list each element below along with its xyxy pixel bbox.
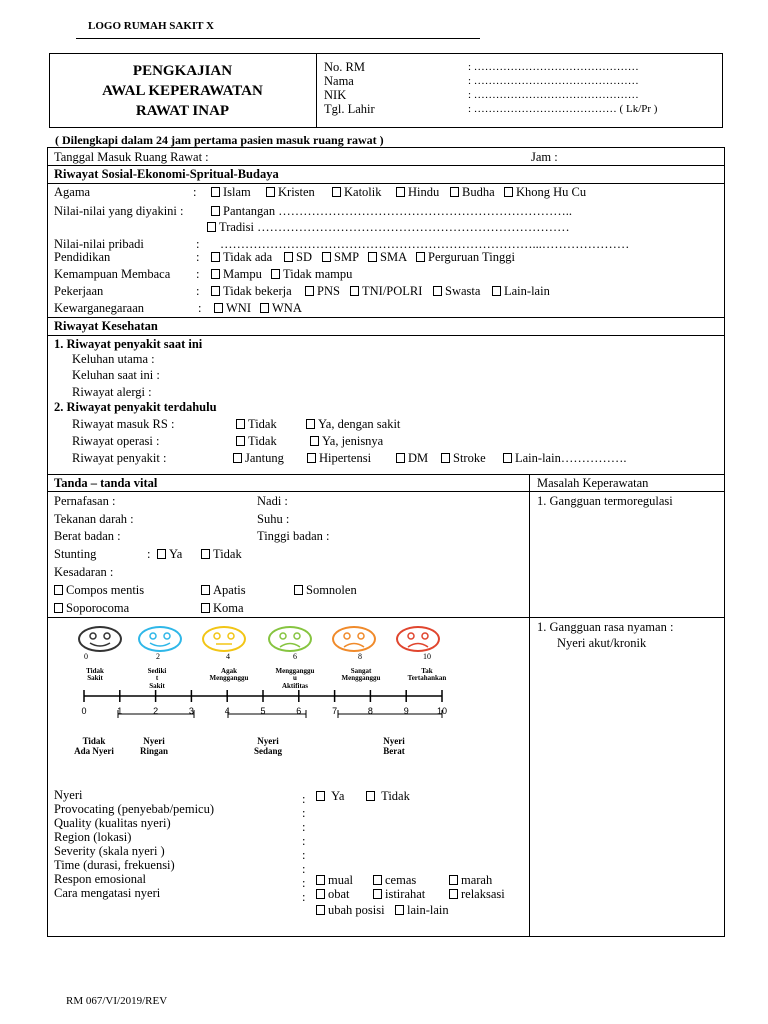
membaca-tidak-mampu[interactable]: Tidak mampu xyxy=(271,268,352,281)
pain-face-2-icon xyxy=(138,626,182,652)
stunting-tidak[interactable]: Tidak xyxy=(201,548,242,561)
field-nama-label: Nama xyxy=(324,74,354,88)
agama-colon: : xyxy=(193,185,197,199)
suhu-label: Suhu : xyxy=(257,512,290,526)
logo-underline xyxy=(76,38,480,39)
pendidikan-sma[interactable]: SMA xyxy=(368,251,407,264)
masalah-item-termoregulasi: 1. Gangguan termoregulasi xyxy=(537,494,673,508)
social-heading: Riwayat Sosial-Ekonomi-Spritual-Budaya xyxy=(54,167,279,181)
pendidikan-pt[interactable]: Perguruan Tinggi xyxy=(416,251,515,264)
operasi-ya[interactable]: Ya, jenisnya xyxy=(310,435,383,448)
scale-tick-label-7: 7 xyxy=(332,706,338,716)
field-nik-value[interactable]: : ……………………………………… xyxy=(468,89,639,101)
field-no-rm-value[interactable]: : ……………………………………… xyxy=(468,61,639,73)
form-title-line-3: RAWAT INAP xyxy=(135,103,230,119)
pain-face-0-icon xyxy=(78,626,122,652)
pain-face-6-icon xyxy=(268,626,312,652)
pain-row-colon: : xyxy=(302,834,306,848)
hospital-logo-text: LOGO RUMAH SAKIT X xyxy=(88,20,215,32)
kesadaran-somnolen[interactable]: Somnolen xyxy=(294,584,357,597)
warga-wna[interactable]: WNA xyxy=(260,302,302,315)
pekerjaan-swasta[interactable]: Swasta xyxy=(433,285,480,298)
agama-option-katolik[interactable]: Katolik xyxy=(332,186,382,199)
respon-mual[interactable]: mual xyxy=(316,874,353,887)
kesadaran-soporocoma[interactable]: Soporocoma xyxy=(54,602,129,615)
pekerjaan-label: Pekerjaan xyxy=(54,284,104,298)
pernafasan-label: Pernafasan : xyxy=(54,494,116,508)
admission-date-label: Tanggal Masuk Ruang Rawat : xyxy=(54,150,209,164)
pendidikan-sd[interactable]: SD xyxy=(284,251,312,264)
health-sub-1: 1. Riwayat penyakit saat ini xyxy=(54,337,203,351)
alergi-label: Riwayat alergi : xyxy=(72,385,152,399)
field-tgl-lahir-value[interactable]: : ………………………………… ( Lk/Pr ) xyxy=(468,103,658,115)
penyakit-lain[interactable]: Lain-lain……………. xyxy=(503,452,626,465)
pain-row-label: Severity (skala nyeri ) xyxy=(54,844,165,858)
cara-lain-lain[interactable]: lain-lain xyxy=(395,904,449,917)
range-nyeri-berat: Nyeri Berat xyxy=(383,736,405,757)
pekerjaan-tidak-bekerja[interactable]: Tidak bekerja xyxy=(211,285,292,298)
pekerjaan-lain[interactable]: Lain-lain xyxy=(492,285,550,298)
tradisi-option[interactable]: Tradisi ………………………………………………………………… xyxy=(207,221,570,234)
keluhan-utama-label: Keluhan utama : xyxy=(72,352,155,366)
pekerjaan-pns[interactable]: PNS xyxy=(305,285,340,298)
cara-istirahat[interactable]: istirahat xyxy=(373,888,425,901)
respon-cemas[interactable]: cemas xyxy=(373,874,416,887)
form-code-footer: RM 067/VI/2019/REV xyxy=(66,995,168,1007)
field-tgl-lahir-label: Tgl. Lahir xyxy=(324,102,375,116)
pain-row-colon: : xyxy=(302,890,306,904)
scale-tick-label-10: 10 xyxy=(436,706,448,716)
health-sub-2: 2. Riwayat penyakit terdahulu xyxy=(54,400,217,414)
penyakit-hipertensi[interactable]: Hipertensi xyxy=(307,452,371,465)
masalah-item-nyeri: Nyeri akut/kronik xyxy=(557,636,647,650)
cara-ubah-posisi[interactable]: ubah posisi xyxy=(316,904,385,917)
scale-tick-label-6: 6 xyxy=(296,706,302,716)
pain-row-colon: : xyxy=(302,792,306,806)
membaca-label: Kemampuan Membaca xyxy=(54,267,171,281)
penyakit-stroke[interactable]: Stroke xyxy=(441,452,486,465)
face-number-10: 10 xyxy=(423,652,431,661)
face-label-sangat-mengganggu: Sangat Mengganggu xyxy=(341,667,381,683)
masalah-heading: Masalah Keperawatan xyxy=(537,476,649,490)
operasi-tidak[interactable]: Tidak xyxy=(236,435,277,448)
form-title-line-1: PENGKAJIAN xyxy=(132,63,233,79)
pain-row-label: Region (lokasi) xyxy=(54,830,132,844)
penyakit-dm[interactable]: DM xyxy=(396,452,428,465)
nyeri-tidak[interactable]: Tidak xyxy=(366,790,410,803)
pantangan-option[interactable]: Pantangan …………………………………………………………….. xyxy=(211,205,572,218)
face-number-6: 6 xyxy=(293,652,297,661)
masuk-rs-ya[interactable]: Ya, dengan sakit xyxy=(306,418,400,431)
range-nyeri-sedang: Nyeri Sedang xyxy=(253,736,282,757)
range-tidak-ada-nyeri: Tidak Ada Nyeri xyxy=(74,736,114,757)
scale-tick-label-4: 4 xyxy=(224,706,230,716)
kesadaran-koma[interactable]: Koma xyxy=(201,602,244,615)
masuk-rs-label: Riwayat masuk RS : xyxy=(72,417,175,431)
scale-tick-label-5: 5 xyxy=(260,706,266,716)
berat-label: Berat badan : xyxy=(54,529,121,543)
nadi-label: Nadi : xyxy=(257,494,288,508)
kesadaran-apatis[interactable]: Apatis xyxy=(201,584,246,597)
admission-time-label: Jam : xyxy=(531,150,558,164)
face-label-agak-mengganggu: Agak Mengganggu xyxy=(209,667,249,683)
pain-row-label: Cara mengatasi nyeri xyxy=(54,886,161,900)
pain-row-colon: : xyxy=(302,862,306,876)
nyeri-ya[interactable]: Ya xyxy=(316,790,344,803)
stunting-label: Stunting xyxy=(54,547,97,561)
stunting-ya[interactable]: Ya xyxy=(157,548,182,561)
tekanan-label: Tekanan darah : xyxy=(54,512,134,526)
nilai-diyakini-label: Nilai-nilai yang diyakini : xyxy=(54,204,184,218)
completion-note: ( Dilengkapi dalam 24 jam pertama pasien masuk ruang rawat ) xyxy=(55,133,384,147)
cara-relaksasi[interactable]: relaksasi xyxy=(449,888,505,901)
pekerjaan-colon: : xyxy=(196,284,200,298)
scale-tick-label-2: 2 xyxy=(153,706,159,716)
kesadaran-compos-mentis[interactable]: Compos mentis xyxy=(54,584,144,597)
membaca-mampu[interactable]: Mampu xyxy=(211,268,262,281)
cara-obat[interactable]: obat xyxy=(316,888,350,901)
kesadaran-label: Kesadaran : xyxy=(54,565,114,579)
pain-row-label: Time (durasi, frekuensi) xyxy=(54,858,175,872)
pendidikan-smp[interactable]: SMP xyxy=(322,251,359,264)
pain-row-label: Nyeri xyxy=(54,788,83,802)
scale-tick-label-0: 0 xyxy=(81,706,87,716)
pain-face-8-icon xyxy=(332,626,376,652)
vital-heading: Tanda – tanda vital xyxy=(54,476,158,490)
masuk-rs-tidak[interactable]: Tidak xyxy=(236,418,277,431)
pain-row-colon: : xyxy=(302,876,306,890)
agama-option-kristen[interactable]: Kristen xyxy=(266,186,315,199)
scale-tick-label-1: 1 xyxy=(117,706,123,716)
form-title-line-2: AWAL KEPERAWATAN xyxy=(102,83,263,99)
range-nyeri-ringan: Nyeri Ringan xyxy=(139,736,168,757)
pain-row-label: Respon emosional xyxy=(54,872,147,886)
nilai-pribadi-dots[interactable]: …………………………………………………………………...………………… xyxy=(220,237,630,251)
face-number-8: 8 xyxy=(358,652,362,661)
face-label-mengganggu-aktifitas: Mengganggu u Aktifitas xyxy=(275,667,315,690)
penyakit-jantung[interactable]: Jantung xyxy=(233,452,284,465)
pekerjaan-tni-polri[interactable]: TNI/POLRI xyxy=(350,285,422,298)
agama-option-islam[interactable]: Islam xyxy=(211,186,251,199)
scale-tick-label-8: 8 xyxy=(367,706,373,716)
kewarganegaraan-colon: : xyxy=(198,301,202,315)
face-number-0: 0 xyxy=(84,652,88,661)
health-heading: Riwayat Kesehatan xyxy=(54,319,158,333)
respon-marah[interactable]: marah xyxy=(449,874,492,887)
pain-row-colon: : xyxy=(302,806,306,820)
tinggi-label: Tinggi badan : xyxy=(257,529,330,543)
operasi-label: Riwayat operasi : xyxy=(72,434,160,448)
pain-row-colon: : xyxy=(302,848,306,862)
pain-face-4-icon xyxy=(202,626,246,652)
pain-row-label: Provocating (penyebab/pemicu) xyxy=(54,802,215,816)
agama-label: Agama xyxy=(54,185,91,199)
face-number-2: 2 xyxy=(156,652,160,661)
face-label-sedikit-sakit: Sediki t Sakit xyxy=(147,667,167,690)
field-no-rm-label: No. RM xyxy=(324,60,365,74)
pain-face-10-icon xyxy=(396,626,440,652)
pendidikan-tidak-ada[interactable]: Tidak ada xyxy=(211,251,272,264)
masalah-item-rasa-nyaman: 1. Gangguan rasa nyaman : xyxy=(537,620,674,634)
stunting-colon: : xyxy=(147,547,151,561)
pain-numeric-scale xyxy=(76,684,456,720)
field-nik-label: NIK xyxy=(324,88,347,102)
warga-wni[interactable]: WNI xyxy=(214,302,251,315)
riwayat-penyakit-label: Riwayat penyakit : xyxy=(72,451,167,465)
pendidikan-label: Pendidikan xyxy=(54,250,111,264)
face-label-tak-tertahankan: Tak Tertahankan xyxy=(407,667,447,683)
pendidikan-colon: : xyxy=(196,250,200,264)
pain-row-colon: : xyxy=(302,820,306,834)
agama-option-budha[interactable]: Budha xyxy=(450,186,495,199)
face-label-tidak-sakit: Tidak Sakit xyxy=(86,667,104,683)
nilai-pribadi-colon: : xyxy=(196,237,200,251)
membaca-colon: : xyxy=(196,267,200,281)
face-number-4: 4 xyxy=(226,652,230,661)
scale-tick-label-9: 9 xyxy=(403,706,409,716)
scale-tick-label-3: 3 xyxy=(188,706,194,716)
agama-option-khonghucu[interactable]: Khong Hu Cu xyxy=(504,186,586,199)
agama-option-hindu[interactable]: Hindu xyxy=(396,186,439,199)
nilai-pribadi-label: Nilai-nilai pribadi xyxy=(54,237,144,251)
keluhan-saat-label: Keluhan saat ini : xyxy=(72,368,160,382)
kewarganegaraan-label: Kewarganegaraan xyxy=(54,301,144,315)
pain-row-label: Quality (kualitas nyeri) xyxy=(54,816,171,830)
field-nama-value[interactable]: : ……………………………………… xyxy=(468,75,639,87)
